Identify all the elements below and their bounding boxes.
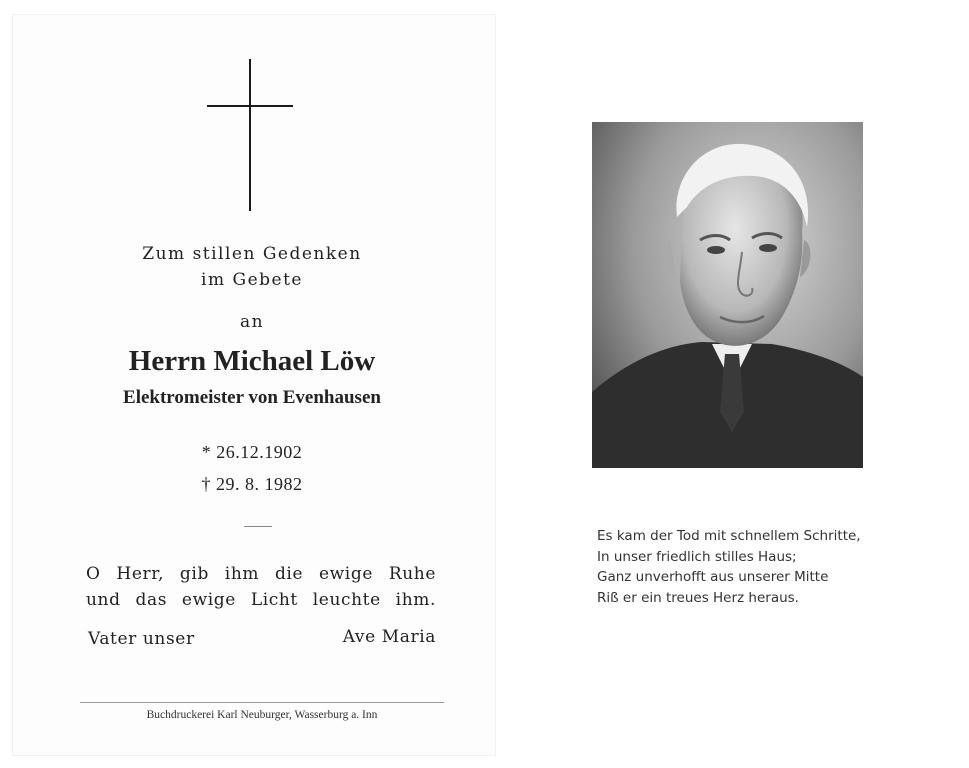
poem-line: Riß er ein treues Herz heraus. — [597, 589, 799, 606]
deceased-name: Herrn Michael Löw — [128, 345, 376, 377]
deceased-profession: Elektromeister von Evenhausen — [123, 387, 381, 408]
poem-line: Ganz unverhofft aus unserer Mitte — [597, 569, 829, 585]
poem-line: Es kam der Tod mit schnellem Schritte, — [597, 528, 861, 544]
footer-divider — [80, 702, 444, 703]
cross-icon — [207, 59, 293, 211]
portrait-photo — [592, 122, 863, 468]
heading-line-1: Zum stillen Gedenken — [142, 244, 362, 264]
divider — [244, 526, 272, 527]
heading-line-3: an — [239, 312, 265, 332]
prayer-line-1: O Herr, gib ihm die ewige Ruhe — [86, 564, 436, 584]
birth-date: * 26.12.1902 — [201, 442, 303, 462]
poem — [597, 526, 861, 608]
prayer-ave-maria: Ave Maria — [342, 627, 436, 647]
poem-line: In unser friedlich stilles Haus; — [597, 548, 797, 565]
prayer-vater-unser: Vater unser — [88, 629, 195, 649]
prayer-line-2: und das ewige Licht leuchte ihm. — [86, 590, 436, 610]
death-date: † 29. 8. 1982 — [201, 474, 303, 494]
printer-credit: Buchdruckerei Karl Neuburger, Wasserburg a. Inn — [146, 709, 378, 721]
heading-line-2: im Gebete — [201, 270, 303, 290]
